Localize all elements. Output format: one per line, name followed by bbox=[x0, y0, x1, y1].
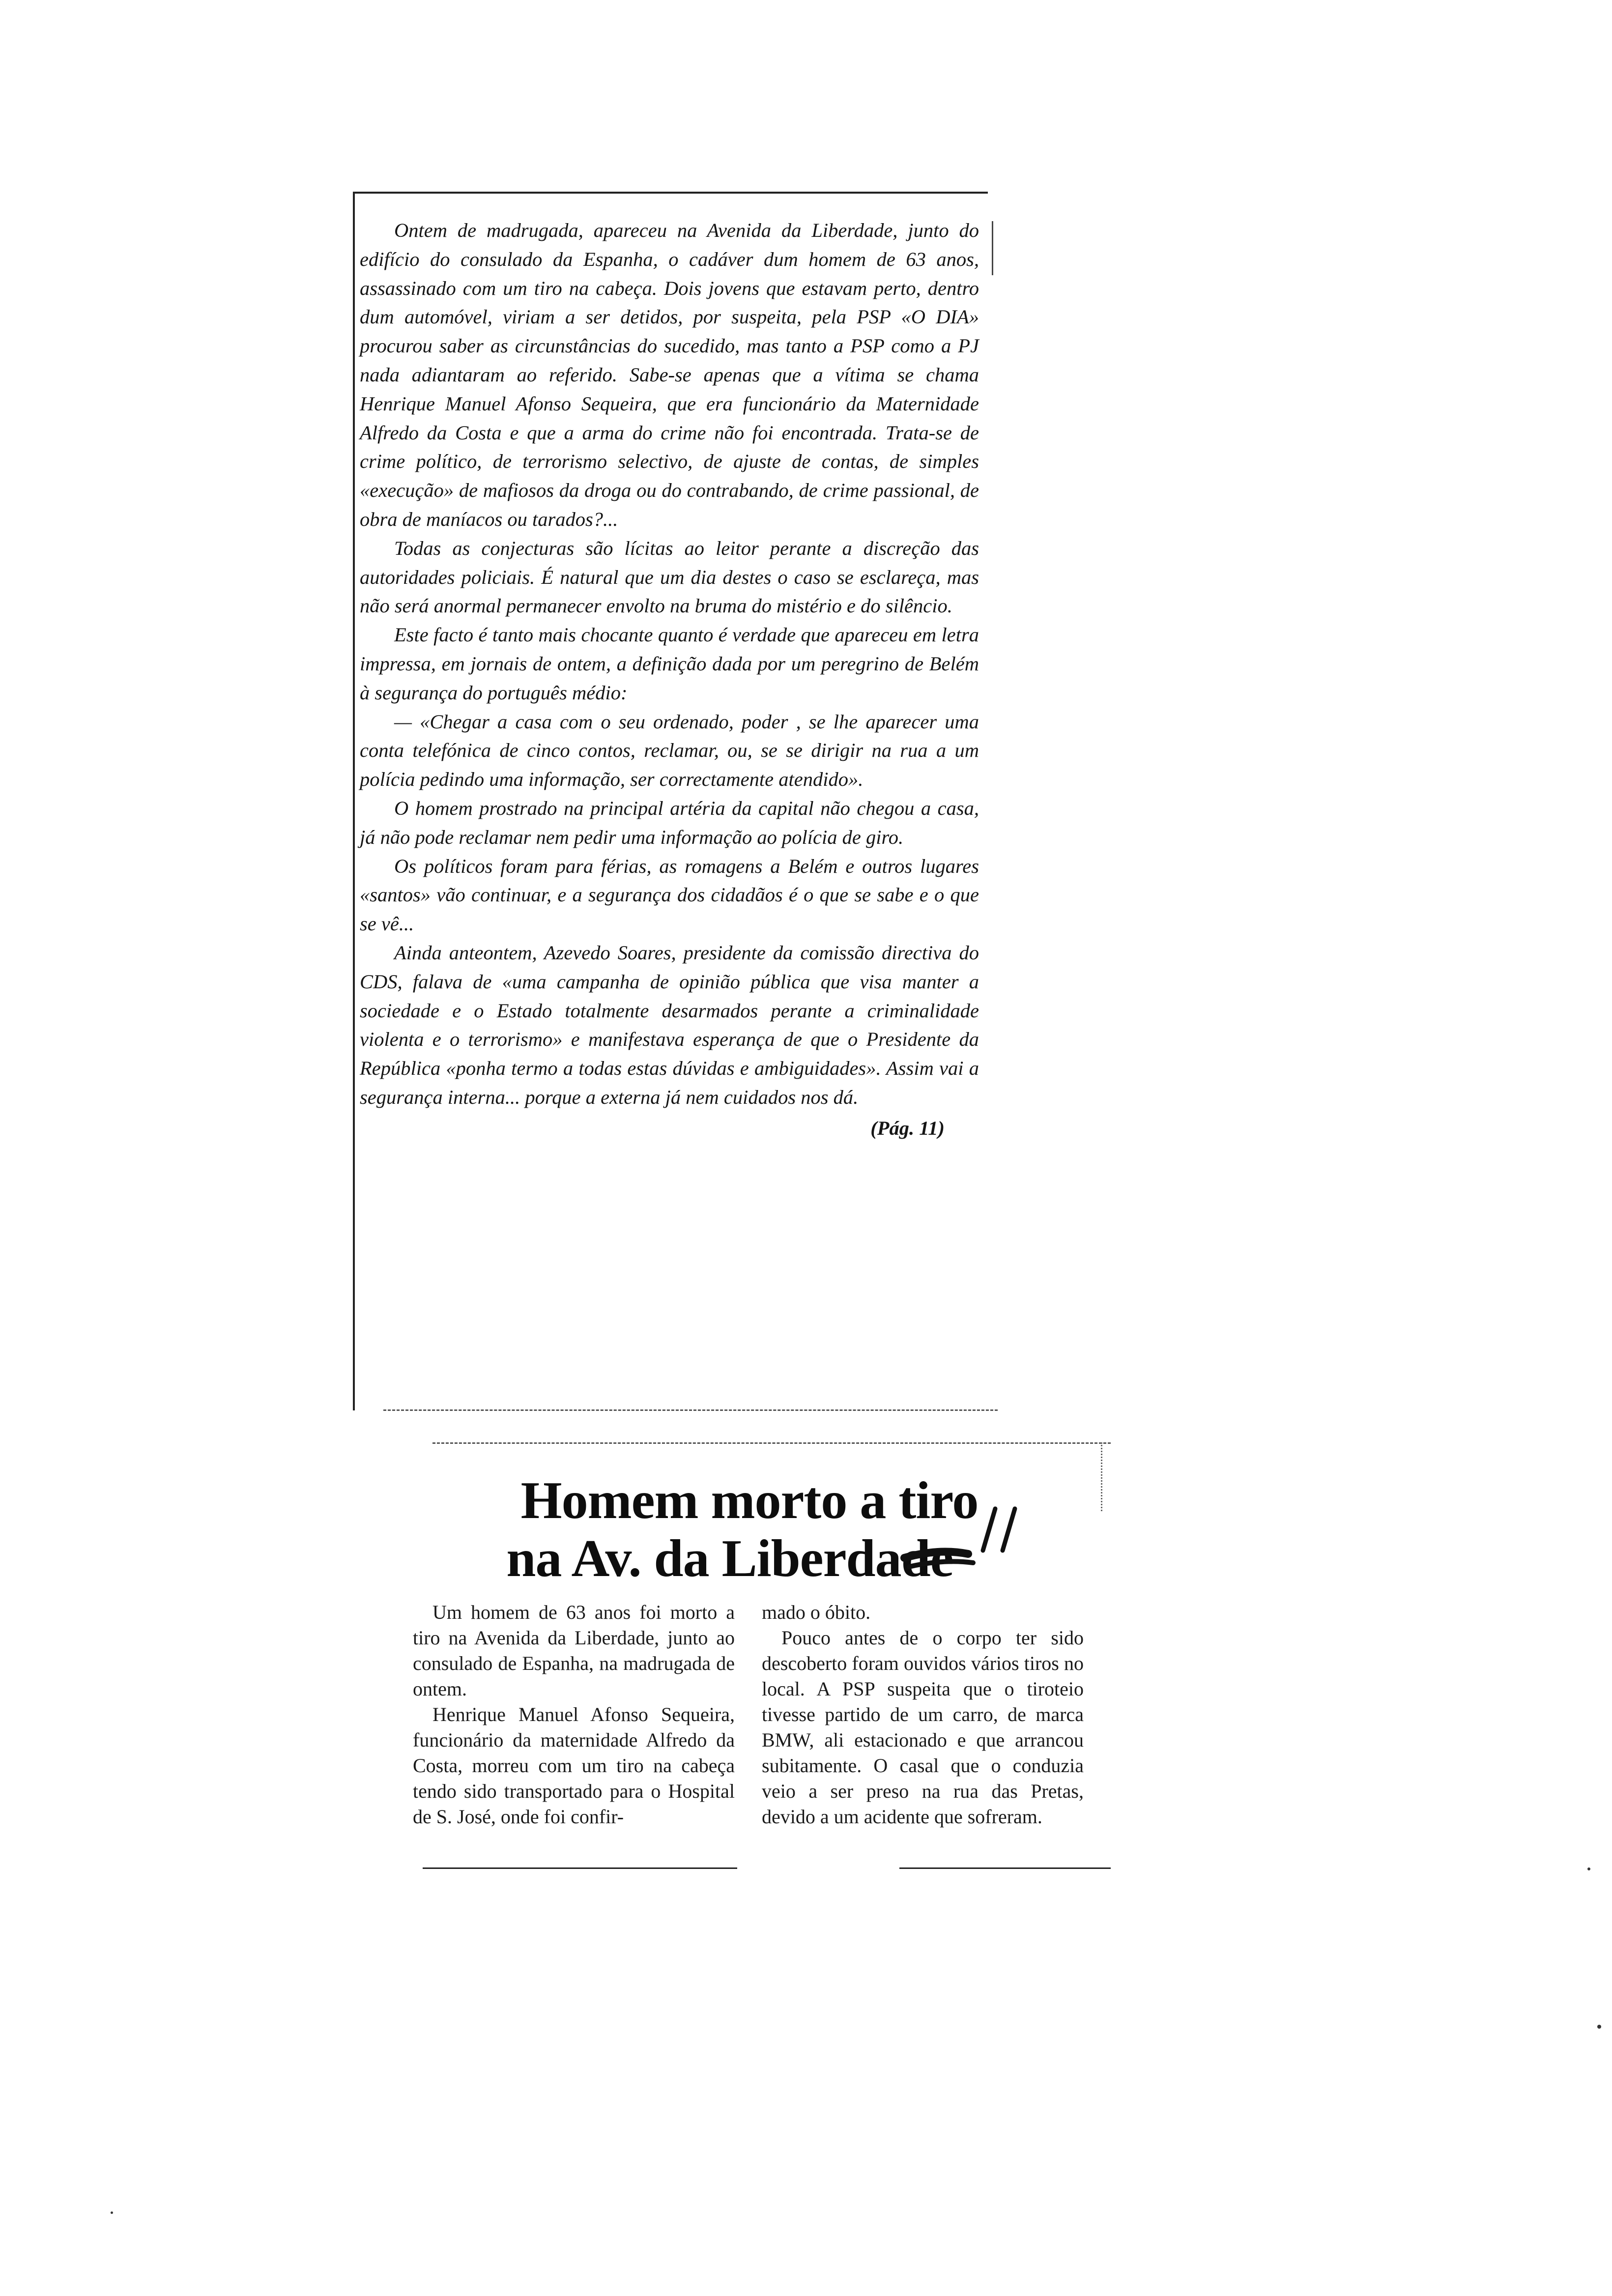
article-right-column bbox=[762, 1600, 1084, 1830]
editorial-paragraph: Todas as conjecturas são lícitas ao leitor perante a discreção das autoridades policiais. É natural que um dia destes o caso se esclareça, mas não será anormal permanecer envolto na bruma do mistério e do silêncio. bbox=[360, 537, 979, 617]
editorial-clipping bbox=[324, 192, 998, 1420]
article-paragraph: mado o óbito. bbox=[762, 1601, 871, 1623]
handwritten-mark bbox=[894, 1499, 1022, 1587]
article-paragraph: Um homem de 63 anos foi morto a tiro na Avenida da Liberdade, junto ao consulado de Espanha, na madrugada de ontem. bbox=[413, 1601, 735, 1700]
clipping-left-rule bbox=[353, 192, 355, 1410]
news-clipping bbox=[383, 1442, 1116, 1885]
page-reference: (Pág. 11) bbox=[870, 1117, 945, 1139]
article-bottom-rule-right bbox=[899, 1867, 1111, 1869]
article-top-rule bbox=[432, 1442, 1111, 1444]
scan-speck bbox=[111, 2211, 113, 2214]
editorial-paragraph: — «Chegar a casa com o seu ordenado, poder , se lhe aparecer uma conta telefónica de cinco contos, reclamar, ou, se se dirigir na rua a um polícia pedindo uma informação, ser correctamente atendido». bbox=[360, 710, 979, 791]
clipping-bottom-rule bbox=[383, 1409, 998, 1411]
editorial-paragraph: O homem prostrado na principal artéria da capital não chegou a casa, já não pode reclamar nem pedir uma informação ao polícia de giro. bbox=[360, 797, 979, 848]
article-left-column bbox=[413, 1600, 735, 1830]
headline-line-2: na Av. da Liberdade bbox=[506, 1529, 953, 1588]
scan-speck bbox=[1587, 1867, 1590, 1870]
headline-line-1: Homem morto a tiro bbox=[520, 1471, 979, 1530]
scan-speck bbox=[1597, 2025, 1601, 2029]
article-paragraph: Henrique Manuel Afonso Sequeira, funcionário da maternidade Alfredo da Costa, morreu com um tiro na cabeça tendo sido transportado para o Hospital de S. José, onde foi confir- bbox=[413, 1703, 735, 1828]
editorial-paragraph: Os políticos foram para férias, as romagens a Belém e outros lugares «santos» vão continuar, e a segurança dos cidadãos é o que se sabe e o que se vê... bbox=[360, 855, 979, 935]
editorial-paragraph: Este facto é tanto mais chocante quanto é verdade que apareceu em letra impressa, em jornais de ontem, a definição dada por um peregrino de Belém à segurança do português médio: bbox=[360, 624, 979, 704]
article-paragraph: Pouco antes de o corpo ter sido descoberto foram ouvidos vários tiros no local. A PSP suspeita que o tiroteio tivesse partido de um carro, de marca BMW, ali estacionado e que arrancou subitamente. O casal que o conduzia veio a ser preso na rua das Pretas, devido a um acidente que sofreram. bbox=[762, 1627, 1084, 1828]
clipping-top-rule bbox=[354, 192, 988, 194]
article-bottom-rule-left bbox=[423, 1867, 737, 1869]
clipping-right-rule bbox=[992, 221, 993, 275]
editorial-paragraph: Ainda anteontem, Azevedo Soares, presidente da comissão directiva do CDS, falava de «uma campanha de opinião pública que visa manter a sociedade e o Estado totalmente desarmados perante a criminalidade violenta e o terrorismo» e manifestava esperança de que o Presidente da República «ponha termo a todas estas dúvidas e ambiguidades». Assim vai a segurança interna... porque a externa já nem cuidados nos dá. bbox=[360, 941, 979, 1108]
editorial-text bbox=[360, 216, 979, 1143]
editorial-paragraph: Ontem de madrugada, apareceu na Avenida da Liberdade, junto do edifício do consulado da Espanha, o cadáver dum homem de 63 anos, assassinado com um tiro na cabeça. Dois jovens que estavam perto, dentro dum automóvel, viriam a ser detidos, por suspeita, pela PSP «O DIA» procurou saber as circunstâncias do sucedido, mas tanto a PSP como a PJ nada adiantaram ao referido. Sabe-se apenas que a vítima se chama Henrique Manuel Afonso Sequeira, que era funcionário da Maternidade Alfredo da Costa e que a arma do crime não foi encontrada. Trata-se de crime político, de terrorismo selectivo, de ajuste de contas, de simples «execução» de mafiosos da droga ou do contrabando, de crime passional, de obra de maníacos ou tarados?... bbox=[360, 219, 979, 530]
handwritten-mark-drawing bbox=[894, 1499, 1022, 1587]
